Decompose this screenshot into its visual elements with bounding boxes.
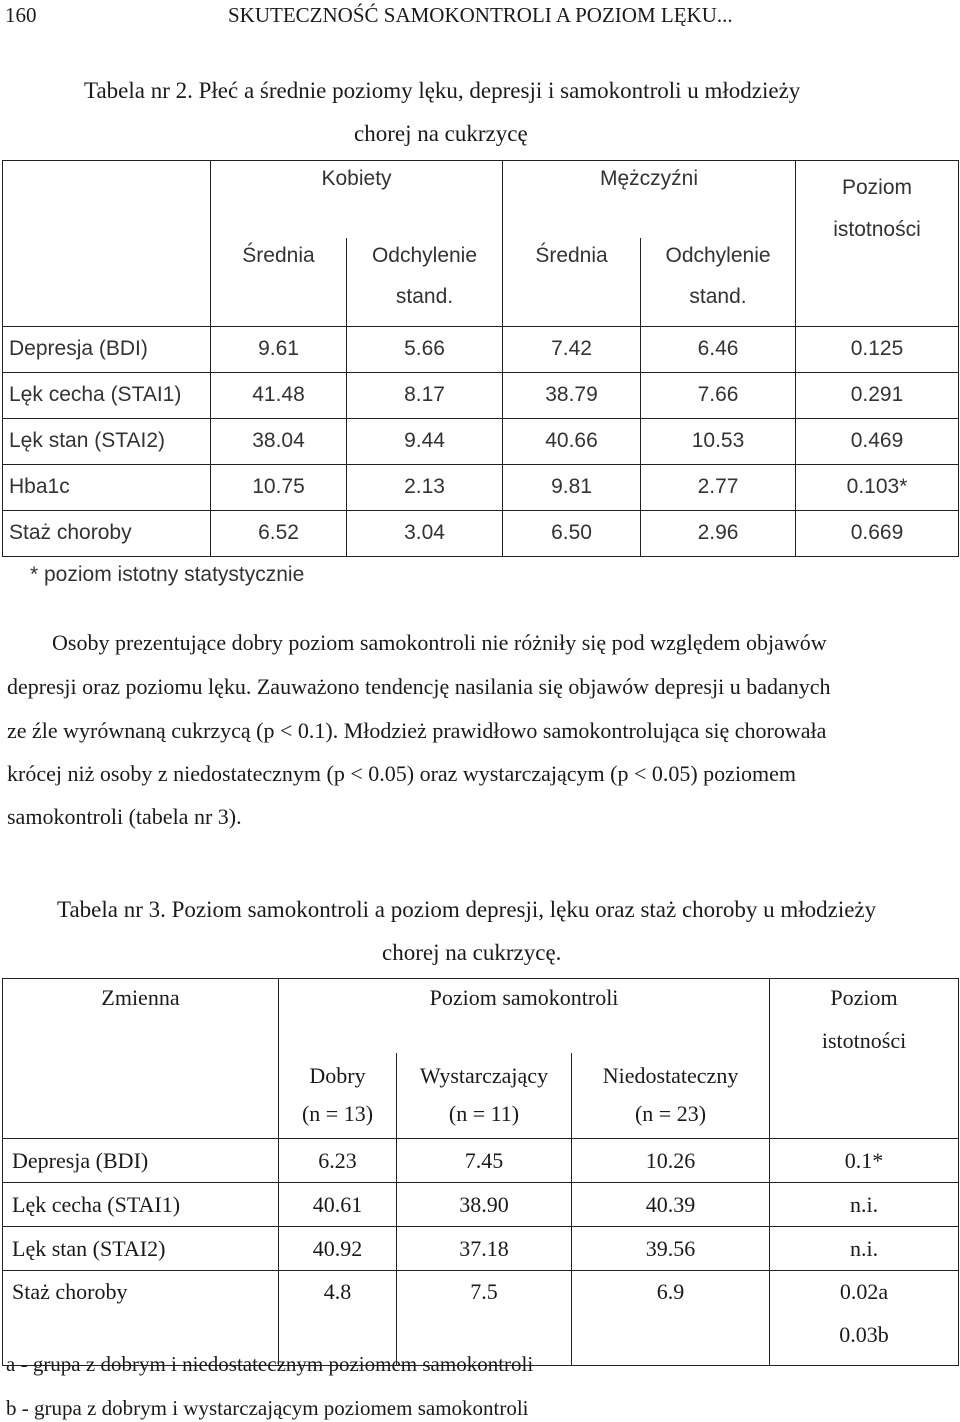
cell-male-sd: 7.66 — [641, 372, 796, 418]
table2-header-male-sd — [641, 238, 796, 327]
paragraph-line: depresji oraz poziomu lęku. Zauważono tendencję nasilania się objawów depresji u badanych — [7, 674, 831, 699]
table3-footnote-b: b - grupa z dobrym i wystarczającym poziomem samokontroli — [6, 1396, 529, 1420]
paragraph-line: Osoby prezentujące dobry poziom samokontroli nie różniły się pod względem objawów — [52, 630, 827, 655]
cell-p-value: 0.291 — [796, 372, 959, 418]
cell-sufficient: 38.90 — [397, 1183, 572, 1227]
paragraph-line: ze źle wyrównaną cukrzycą (p < 0.1). Młodzież prawidłowo samokontrolująca się chorowała — [7, 718, 827, 743]
table2-male-sd-line1: Odchylenie — [665, 243, 771, 267]
cell-sufficient: 7.5 — [397, 1271, 572, 1366]
table3-header-significance — [770, 979, 959, 1139]
table3-header-sufficient — [397, 1053, 572, 1139]
table3-sig-line2: istotności — [821, 1028, 907, 1053]
cell-good: 40.61 — [279, 1183, 397, 1227]
table2-female-sd-line1: Odchylenie — [371, 243, 478, 267]
table2-footnote: * poziom istotny statystycznie — [30, 563, 305, 586]
cell-male-sd: 2.96 — [641, 510, 796, 556]
table3-sig-line1: Poziom — [830, 985, 898, 1010]
row-label: Depresja (BDI) — [3, 326, 211, 372]
table-row — [3, 326, 959, 372]
level-name: Niedostateczny — [602, 1063, 739, 1089]
table-row — [3, 1139, 959, 1183]
cell-insufficient: 39.56 — [572, 1227, 770, 1271]
table2-header-significance — [796, 161, 959, 327]
table2-header-female-sd — [347, 238, 503, 327]
cell-p-value: 0.103* — [796, 464, 959, 510]
table2-caption-line1: Tabela nr 2. Płeć a średnie poziomy lęku, depresji i samokontroli u młodzieży — [84, 78, 801, 103]
cell-p-value: 0.1* — [770, 1139, 959, 1183]
p-value-a: 0.02a — [839, 1279, 889, 1304]
table2-header-female-mean: Średnia — [211, 238, 347, 327]
cell-p-value — [770, 1271, 959, 1366]
table-row — [3, 1227, 959, 1271]
cell-female-mean: 41.48 — [211, 372, 347, 418]
table2 — [2, 160, 959, 557]
level-n: (n = 23) — [634, 1101, 707, 1127]
page-number: 160 — [5, 3, 37, 27]
cell-p-value: 0.669 — [796, 510, 959, 556]
running-title: SKUTECZNOŚĆ SAMOKONTROLI A POZIOM LĘKU... — [228, 3, 733, 27]
table3-header-insufficient — [572, 1053, 770, 1139]
cell-female-sd: 5.66 — [347, 326, 503, 372]
table-row — [3, 464, 959, 510]
cell-male-mean: 7.42 — [503, 326, 641, 372]
table2-female-sd-line2: stand. — [395, 284, 454, 308]
row-label: Staż choroby — [3, 1271, 279, 1366]
cell-female-mean: 38.04 — [211, 418, 347, 464]
cell-female-sd: 8.17 — [347, 372, 503, 418]
table3-footnote-a: a - grupa z dobrym i niedostatecznym poziomem samokontroli — [6, 1352, 534, 1376]
cell-female-mean: 9.61 — [211, 326, 347, 372]
cell-p-value: 0.469 — [796, 418, 959, 464]
cell-female-sd: 9.44 — [347, 418, 503, 464]
cell-sufficient: 37.18 — [397, 1227, 572, 1271]
cell-good: 6.23 — [279, 1139, 397, 1183]
cell-female-sd: 3.04 — [347, 510, 503, 556]
table-row — [3, 510, 959, 556]
table2-sig-line2: istotności — [833, 218, 921, 241]
row-label: Depresja (BDI) — [3, 1139, 279, 1183]
table3 — [2, 978, 959, 1366]
cell-p-value: n.i. — [770, 1183, 959, 1227]
row-label: Lęk cecha (STAI1) — [3, 1183, 279, 1227]
level-name: Wystarczający — [419, 1063, 549, 1089]
table2-header-group-female: Kobiety — [211, 161, 503, 238]
row-label: Lęk stan (STAI2) — [3, 1227, 279, 1271]
row-label: Staż choroby — [3, 510, 211, 556]
cell-male-mean: 6.50 — [503, 510, 641, 556]
table2-empty-corner — [3, 161, 211, 238]
table-row — [3, 372, 959, 418]
cell-female-mean: 10.75 — [211, 464, 347, 510]
table2-male-sd-line2: stand. — [689, 284, 747, 308]
cell-insufficient: 6.9 — [572, 1271, 770, 1366]
table2-caption-line2: chorej na cukrzycę — [354, 121, 528, 146]
cell-insufficient: 40.39 — [572, 1183, 770, 1227]
cell-male-sd: 2.77 — [641, 464, 796, 510]
table3-header-good — [279, 1053, 397, 1139]
level-n: (n = 13) — [301, 1101, 374, 1127]
table3-caption-line1: Tabela nr 3. Poziom samokontroli a poziom depresji, lęku oraz staż choroby u młodzieży — [57, 897, 877, 922]
table3-header-level: Poziom samokontroli — [279, 979, 770, 1053]
row-label: Hba1c — [3, 464, 211, 510]
cell-insufficient: 10.26 — [572, 1139, 770, 1183]
table2-header-group-male: Mężczyźni — [503, 161, 796, 238]
p-value-b: 0.03b — [839, 1322, 889, 1347]
cell-male-mean: 40.66 — [503, 418, 641, 464]
table-row — [3, 418, 959, 464]
cell-male-mean: 9.81 — [503, 464, 641, 510]
level-name: Dobry — [309, 1063, 366, 1089]
table2-empty-corner-lower — [3, 238, 211, 327]
table3-header-variable: Zmienna — [3, 979, 279, 1139]
table3-caption-line2: chorej na cukrzycę. — [382, 940, 562, 965]
cell-female-mean: 6.52 — [211, 510, 347, 556]
cell-sufficient: 7.45 — [397, 1139, 572, 1183]
table-row — [3, 1183, 959, 1227]
paragraph-line: krócej niż osoby z niedostatecznym (p < 0.05) oraz wystarczającym (p < 0.05) poziomem — [7, 761, 797, 786]
cell-female-sd: 2.13 — [347, 464, 503, 510]
row-label: Lęk stan (STAI2) — [3, 418, 211, 464]
row-label: Lęk cecha (STAI1) — [3, 372, 211, 418]
table2-sig-line1: Poziom — [842, 176, 913, 199]
cell-p-value: 0.125 — [796, 326, 959, 372]
level-n: (n = 11) — [448, 1101, 520, 1127]
cell-male-mean: 38.79 — [503, 372, 641, 418]
cell-good: 40.92 — [279, 1227, 397, 1271]
cell-p-value: n.i. — [770, 1227, 959, 1271]
table2-header-male-mean: Średnia — [503, 238, 641, 327]
paragraph-line: samokontroli (tabela nr 3). — [7, 804, 242, 829]
cell-good: 4.8 — [279, 1271, 397, 1366]
cell-male-sd: 6.46 — [641, 326, 796, 372]
cell-male-sd: 10.53 — [641, 418, 796, 464]
